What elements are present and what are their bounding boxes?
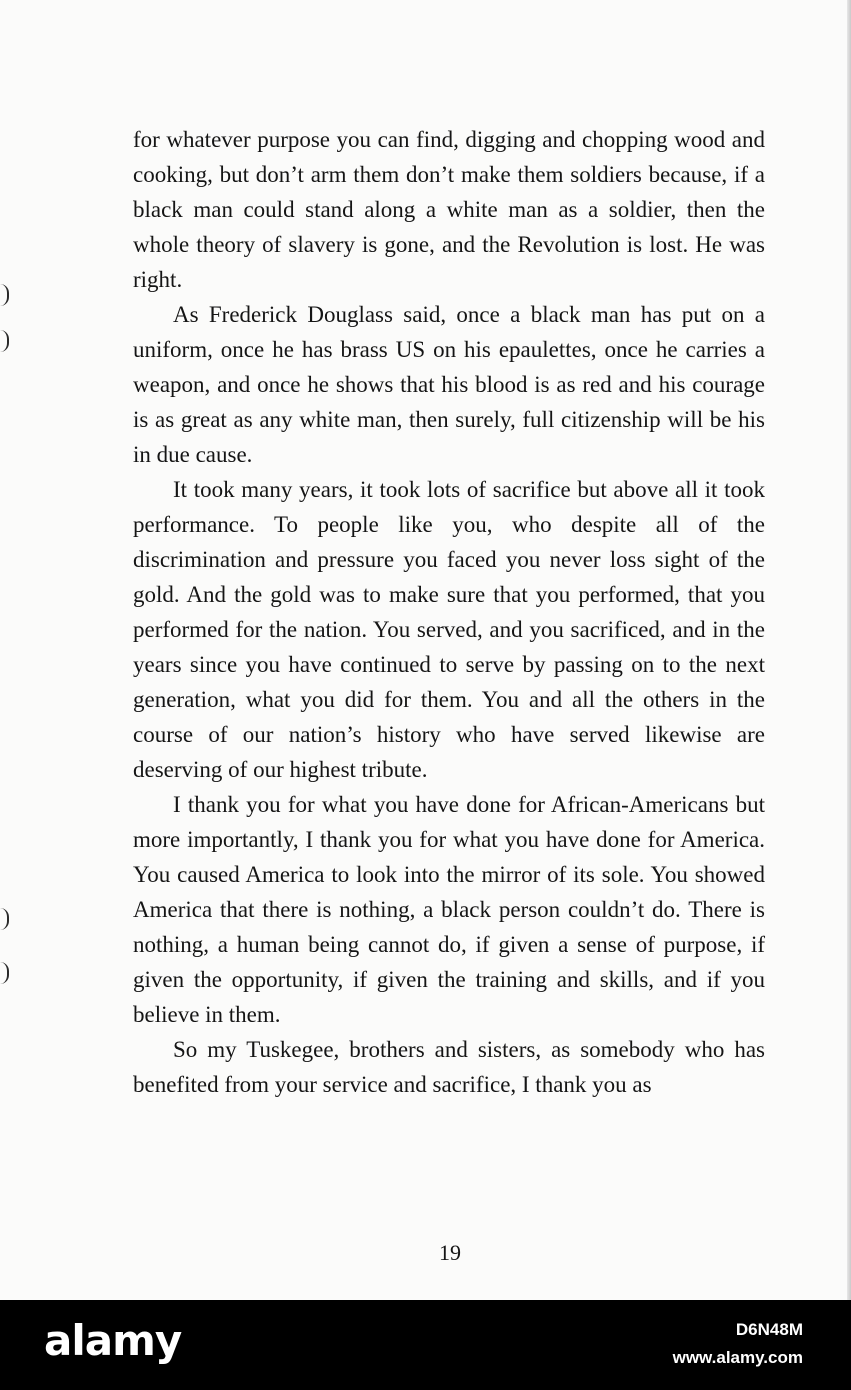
site-url: www.alamy.com	[672, 1348, 803, 1367]
paragraph-thank-you: I thank you for what you have done for African-Americans but more importantly, I thank you for what you have done for America. You caused America to look into the mirror of its sole. You showed America that there is nothing, a black person couldn’t do. There is nothing, a human being cannot do, if given a sense of purpose, if given the opportunity, if given the training and skills, and if you believe in them.	[133, 792, 765, 1027]
page-number: 19	[439, 1240, 461, 1265]
binding-marks	[0, 0, 14, 1300]
binding-mark	[0, 330, 9, 352]
binding-mark	[0, 284, 9, 306]
image-id: D6N48M	[735, 1320, 803, 1339]
paragraph-tuskegee: So my Tuskegee, brothers and sisters, as somebody who has benefited from your service and sacrifice, I thank you as	[133, 1037, 765, 1097]
page-body-text	[133, 122, 765, 1102]
binding-mark	[0, 962, 9, 984]
watermark-footer	[0, 1300, 851, 1390]
alamy-logo: alamy	[44, 1316, 182, 1365]
page-edge	[847, 0, 851, 1300]
binding-mark	[0, 908, 9, 930]
paragraph-continued: for whatever purpose you can find, digging and chopping wood and cooking, but don’t arm them don’t make them soldiers because, if a black man could stand along a white man as a soldier, then the whole theory of slavery is gone, and the Revolution is lost. He was right.	[133, 127, 765, 292]
paragraph-frederick-douglass: As Frederick Douglass said, once a black man has put on a uniform, once he has brass US on his epaulettes, once he carries a weapon, and once he shows that his blood is as red and his courage is as great as any white man, then surely, full citizenship will be his in due cause.	[133, 302, 765, 467]
paragraph-performance: It took many years, it took lots of sacrifice but above all it took performance. To people like you, who despite all of the discrimination and pressure you faced you never loss sight of the gold. And the gold was to make sure that you performed, that you performed for the nation. You served, and you sacrificed, and in the years since you have continued to serve by passing on to the next generation, what you did for them. You and all the others in the course of our nation’s history who have served likewise are deserving of our highest tribute.	[133, 477, 765, 782]
